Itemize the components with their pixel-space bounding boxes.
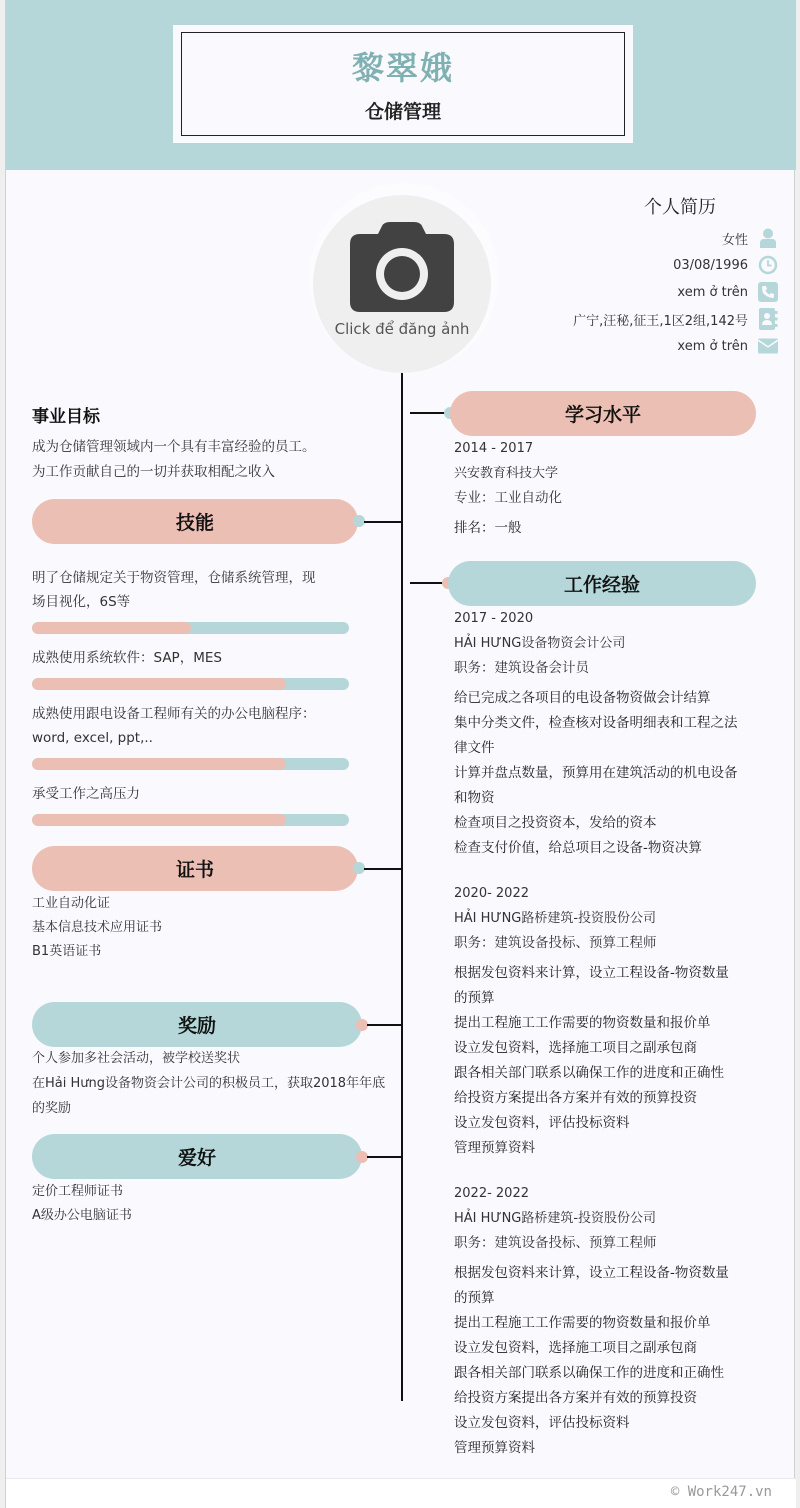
job-duty[interactable]: 设立发包资料，评估投标资料 [454,1415,630,1431]
skill-label[interactable]: 承受工作之高压力 [32,786,140,802]
info-row-email [677,335,778,357]
camera-icon [348,222,456,314]
job-duty[interactable]: 设立发包资料，评估投标资料 [454,1115,630,1131]
job-period[interactable]: 2020- 2022 [454,886,529,901]
certificate-item[interactable]: B1英语证书 [32,944,102,959]
award-line[interactable]: 的奖励 [32,1101,72,1116]
skills-heading: 技能 [32,499,358,544]
job-company[interactable]: HẢI HƯNG设备物资会计公司 [454,636,626,651]
certificates-heading: 证书 [32,846,358,891]
job-duty[interactable]: 提出工程施工工作需要的物资数量和报价单 [454,1315,711,1331]
education-heading: 学习水平 [450,391,756,436]
skill-level-bar [32,678,349,690]
job-duty[interactable]: 给投资方案提出各方案并有效的预算投资 [454,1390,697,1406]
skill-level-bar [32,622,349,634]
job-position[interactable]: 职务：建筑设备投标、预算工程师 [454,1235,657,1251]
job-duty[interactable]: 给投资方案提出各方案并有效的预算投资 [454,1090,697,1106]
career-objective-line[interactable]: 成为仓储管理领域内一个具有丰富经验的员工。 [32,439,316,455]
job-company[interactable]: HẢI HƯNG路桥建筑-投资股份公司 [454,911,657,926]
phone-icon [758,282,778,302]
experience-heading: 工作经验 [448,561,756,606]
person-icon [758,228,778,248]
skill-level-bar [32,758,349,770]
info-row-address [573,308,778,330]
job-duty[interactable]: 检查项目之投资资本，发给的资本 [454,815,657,831]
job-duty[interactable]: 根据发包资料来计算，设立工程设备-物资数量 [454,965,729,981]
job-duty[interactable]: 集中分类文件，检查核对设备明细表和工程之法 [454,715,738,731]
certificate-item[interactable]: 工业自动化证 [32,896,111,911]
job-period[interactable]: 2022- 2022 [454,1186,529,1201]
copyright: © Work247.vn [670,1484,772,1500]
clock-icon [758,255,778,275]
email-value[interactable]: xem ở trên [677,338,748,354]
job-duty[interactable]: 管理预算资料 [454,1140,535,1156]
job-title[interactable]: 仓储管理 [364,101,441,123]
job-duty[interactable]: 计算并盘点数量，预算用在建筑活动的机电设备 [454,765,738,781]
award-line[interactable]: 个人参加多社会活动，被学校送奖状 [32,1051,241,1066]
skill-label[interactable]: word, excel, ppt,.. [32,730,153,746]
job-duty[interactable]: 的预算 [454,1290,495,1306]
education-school[interactable]: 兴安教育科技大学 [454,466,559,481]
photo-upload-label: Click để đăng ảnh [334,320,470,338]
contact-book-icon [758,309,778,329]
job-duty[interactable]: 跟各相关部门联系以确保工作的进度和正确性 [454,1065,724,1081]
timeline-connector [364,521,402,523]
skill-label[interactable]: 成熟使用系统软件：SAP，MES [32,650,222,666]
career-objective-line[interactable]: 为工作贡献自己的一切并获取相配之收入 [32,464,275,480]
award-line[interactable]: 在Hải Hưng设备物资会计公司的积极员工，获取2018年年底 [32,1076,386,1091]
timeline-connector [367,1156,402,1158]
skill-level-fill [32,814,286,826]
resume-page [5,0,795,1508]
job-duty[interactable]: 设立发包资料，选择施工项目之副承包商 [454,1340,697,1356]
footer [6,1478,796,1508]
job-position[interactable]: 职务：建筑设备会计员 [454,660,589,676]
timeline-connector [367,1024,402,1026]
header-band [6,0,796,170]
job-duty[interactable]: 提出工程施工工作需要的物资数量和报价单 [454,1015,711,1031]
career-objective-heading: 事业目标 [32,407,100,427]
birthdate-value[interactable]: 03/08/1996 [673,257,748,273]
skill-label[interactable]: 场目视化，6S等 [32,594,131,610]
job-duty[interactable]: 和物资 [454,790,495,806]
education-period[interactable]: 2014 - 2017 [454,441,534,456]
gender-value[interactable]: 女性 [721,232,748,248]
certificate-item[interactable]: 基本信息技术应用证书 [32,920,163,935]
awards-heading: 奖励 [32,1002,362,1047]
job-duty[interactable]: 设立发包资料，选择施工项目之副承包商 [454,1040,697,1056]
envelope-icon [758,336,778,356]
photo-upload[interactable] [313,195,491,373]
education-rank[interactable]: 排名：一般 [454,520,522,536]
info-row-birthdate [673,254,778,276]
timeline-line [401,373,403,1401]
job-duty[interactable]: 给已完成之各项目的电设备物资做会计结算 [454,690,711,706]
job-duty[interactable]: 的预算 [454,990,495,1006]
skill-label[interactable]: 成熟使用跟电设备工程师有关的办公电脑程序： [32,706,316,722]
job-duty[interactable]: 管理预算资料 [454,1440,535,1456]
hobby-item[interactable]: 定价工程师证书 [32,1184,124,1199]
skill-level-fill [32,622,191,634]
skill-label[interactable]: 明了仓储规定关于物资管理，仓储系统管理，现 [32,570,316,586]
name-card [173,25,633,143]
phone-value[interactable]: xem ở trên [677,284,748,300]
hobby-item[interactable]: A级办公电脑证书 [32,1208,132,1223]
info-row-phone [677,281,778,303]
skill-level-fill [32,758,286,770]
personal-info-title: 个人简历 [644,197,716,218]
address-value[interactable]: 广宁,汪秘,征王,1区2组,142号 [573,313,748,329]
name-card-border [181,32,625,136]
job-duty[interactable]: 检查支付价值，给总项目之设备-物资决算 [454,840,702,856]
timeline-connector [364,868,402,870]
job-duty[interactable]: 跟各相关部门联系以确保工作的进度和正确性 [454,1365,724,1381]
education-major[interactable]: 专业：工业自动化 [454,490,562,506]
job-duty[interactable]: 根据发包资料来计算，设立工程设备-物资数量 [454,1265,729,1281]
job-company[interactable]: HẢI HƯNG路桥建筑-投资股份公司 [454,1211,657,1226]
skill-level-fill [32,678,286,690]
hobbies-heading: 爱好 [32,1134,362,1179]
job-position[interactable]: 职务：建筑设备投标、预算工程师 [454,935,657,951]
full-name[interactable]: 黎翠娥 [351,49,454,87]
skill-level-bar [32,814,349,826]
job-duty[interactable]: 律文件 [454,740,495,756]
info-row-gender [722,227,778,249]
job-period[interactable]: 2017 - 2020 [454,611,534,626]
